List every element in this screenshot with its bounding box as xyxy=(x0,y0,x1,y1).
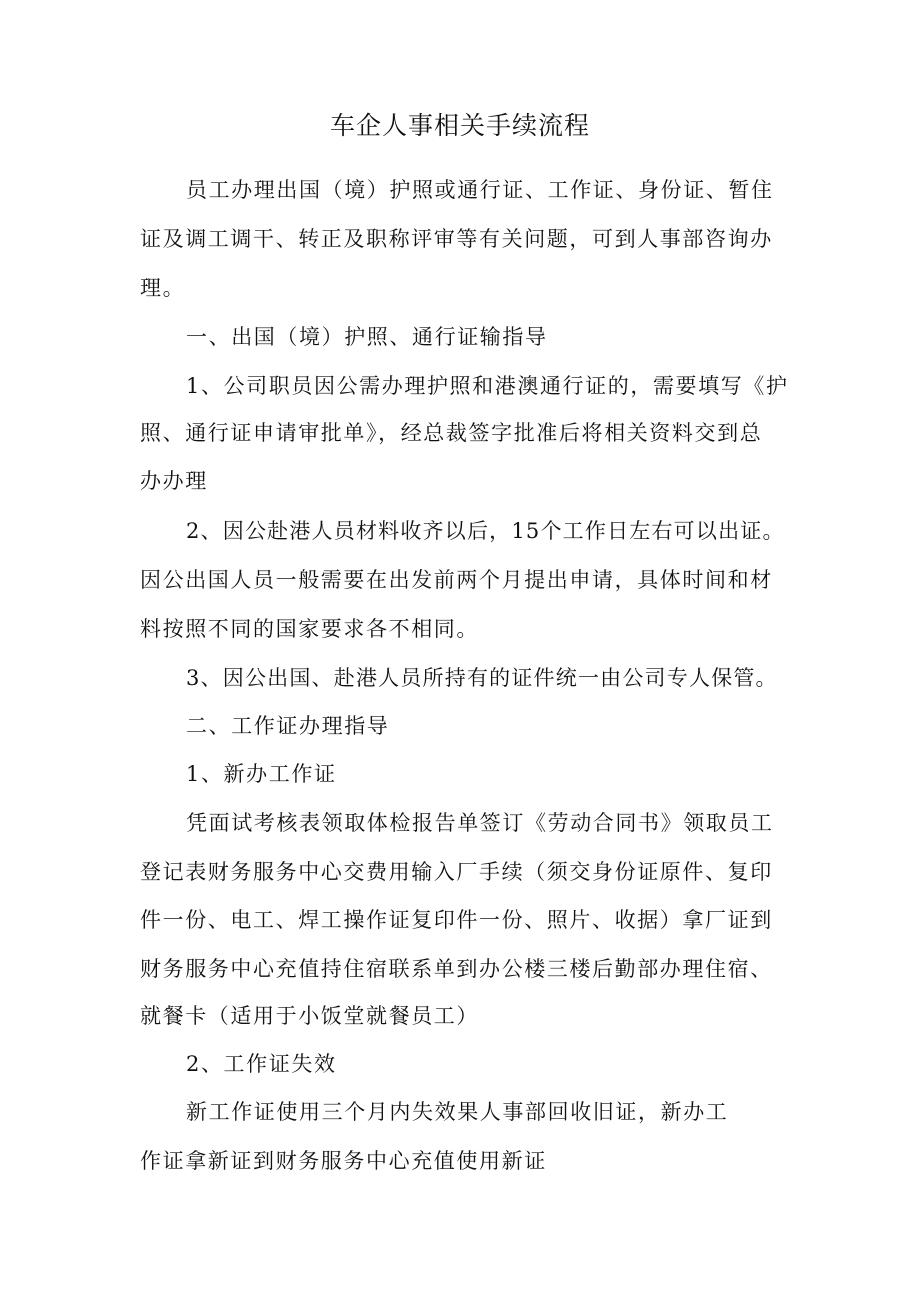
section2-sub1-line-3: 件一份、电工、焊工操作证复印件一份、照片、收据）拿厂证到 xyxy=(140,908,773,932)
section1-item1-line-2: 照、通行证申请审批单》，经总裁签字批准后将相关资料交到总 xyxy=(140,421,763,445)
intro-line-3: 理。 xyxy=(140,276,186,300)
section2-sub2-line-2: 作证拿新证到财务服务中心充值使用新证 xyxy=(140,1149,547,1173)
section1-item3: 3、因公出国、赴港人员所持有的证件统一由公司专人保管。 xyxy=(186,666,778,690)
section2-sub1-line-4: 财务服务中心充值持住宿联系单到办公楼三楼后勤部办理住宿、 xyxy=(140,957,773,981)
section2-sub1-line-2: 登记表财务服务中心交费用输入厂手续（须交身份证原件、复印 xyxy=(140,860,773,884)
section1-item2-line-2: 因公出国人员一般需要在出发前两个月提出申请，具体时间和材 xyxy=(140,568,773,592)
section2-sub1-line-5: 就餐卡（适用于小饭堂就餐员工） xyxy=(140,1004,479,1028)
section1-item2-line-1: 2、因公赴港人员材料收齐以后，15个工作日左右可以出证。 xyxy=(186,519,785,543)
intro-line-2: 证及调工调干、转正及职称评审等有关问题，可到人事部咨询办 xyxy=(140,227,773,251)
section2-sub2-line-1: 新工作证使用三个月内失效果人事部回收旧证，新办工 xyxy=(186,1100,729,1124)
section2-heading: 二、工作证办理指导 xyxy=(186,714,390,738)
document-title: 车企人事相关手续流程 xyxy=(329,111,590,140)
intro-line-1: 员工办理出国（境）护照或通行证、工作证、身份证、暂住 xyxy=(186,178,774,202)
section1-item1-line-3: 办办理 xyxy=(140,469,208,493)
section1-item1-line-1: 1、公司职员因公需办理护照和港澳通行证的，需要填写《护 xyxy=(186,374,789,398)
section2-sub1-heading: 1、新办工作证 xyxy=(186,762,337,786)
section2-sub1-line-1: 凭面试考核表领取体检报告单签订《劳动合同书》领取员工 xyxy=(186,811,774,835)
section1-heading: 一、出国（境）护照、通行证输指导 xyxy=(186,325,548,349)
section2-sub2-heading: 2、工作证失效 xyxy=(186,1052,337,1076)
section1-item2-line-3: 料按照不同的国家要求各不相同。 xyxy=(140,617,479,641)
